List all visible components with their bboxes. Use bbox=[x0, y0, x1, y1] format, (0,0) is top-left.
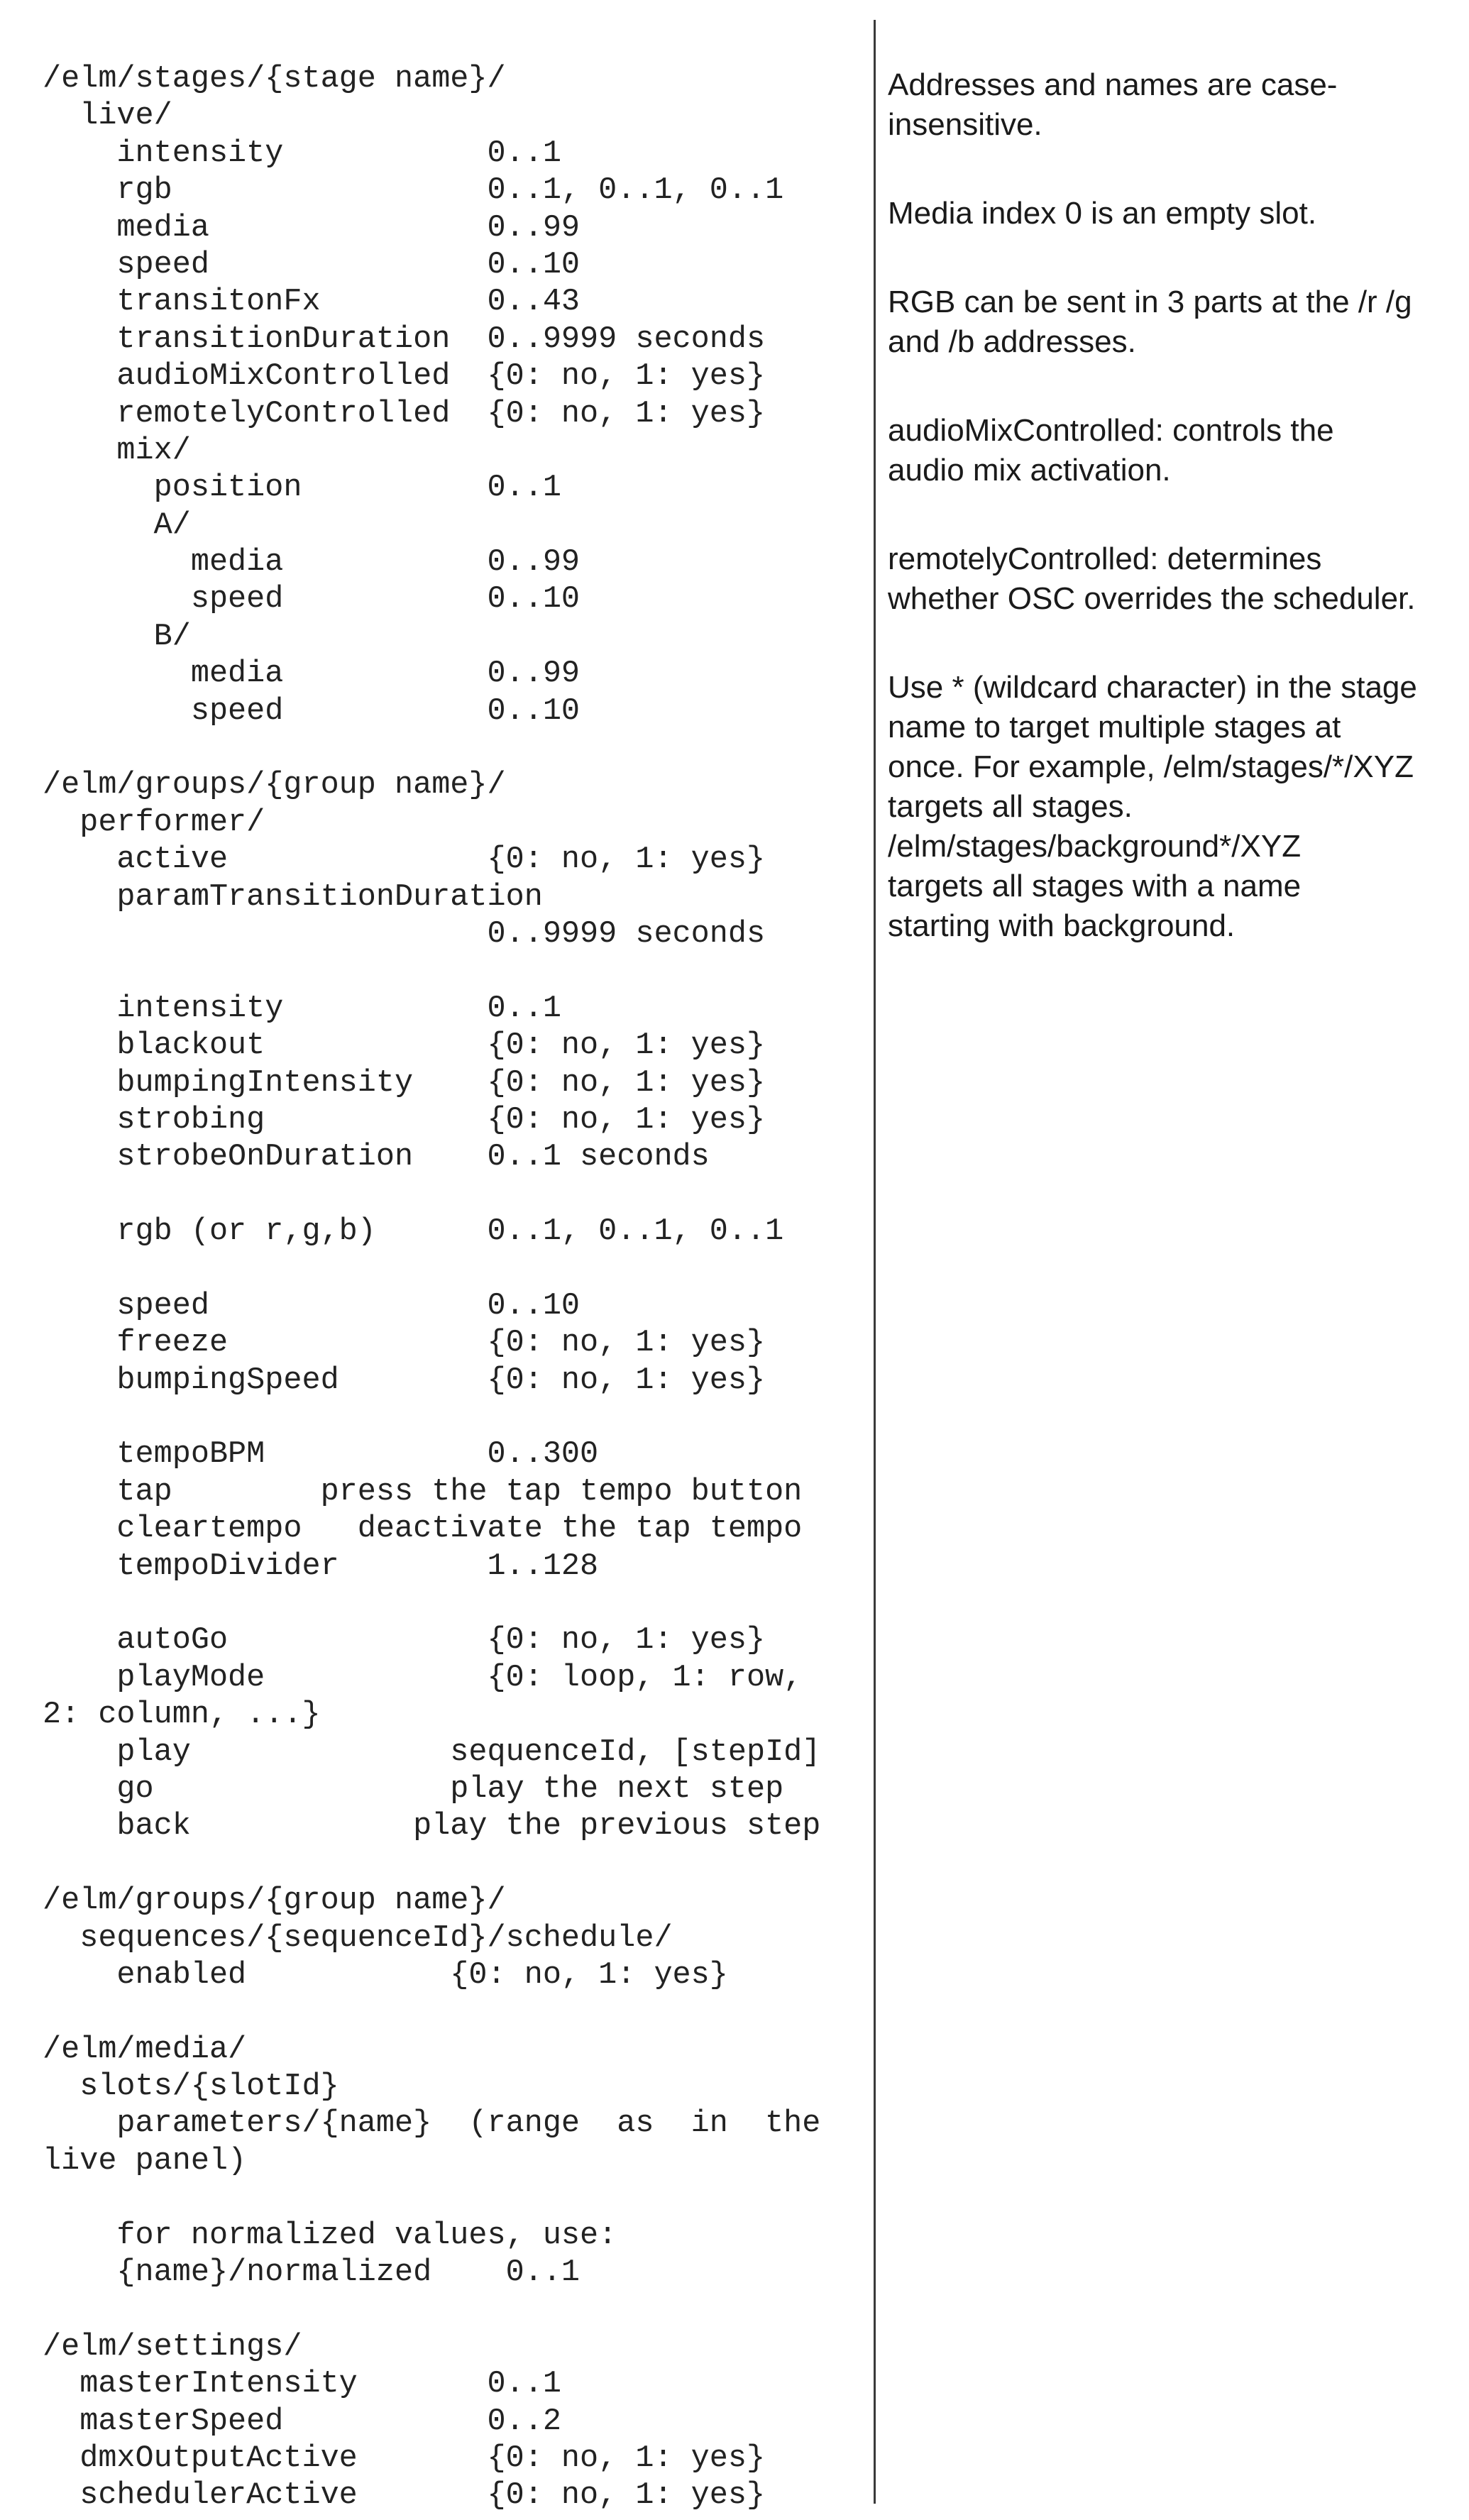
note-paragraph: audioMixControlled: controls the audio mix activation. bbox=[888, 413, 1334, 488]
code-line bbox=[43, 1177, 852, 1214]
code-line: speed 0..10 bbox=[43, 693, 581, 729]
note-paragraph: Media index 0 is an empty slot. bbox=[888, 196, 1317, 231]
code-line: remotelyControlled {0: no, 1: yes} bbox=[43, 396, 766, 431]
code-line bbox=[43, 2180, 852, 2217]
code-line: 2: column, ...} bbox=[43, 1698, 321, 1733]
code-line: schedulerActive {0: no, 1: yes} bbox=[43, 2478, 766, 2514]
osc-address-reference bbox=[43, 61, 852, 2515]
code-line: intensity 0..1 bbox=[43, 136, 561, 171]
code-line: tempoDivider 1..128 bbox=[43, 1548, 599, 1584]
code-line: mix/ bbox=[43, 433, 191, 468]
code-line: strobing {0: no, 1: yes} bbox=[43, 1102, 766, 1138]
code-line: masterSpeed 0..2 bbox=[43, 2404, 561, 2439]
code-line: A/ bbox=[43, 507, 191, 543]
notes-panel bbox=[888, 65, 1456, 995]
code-line: back play the previous step bbox=[43, 1809, 821, 1844]
code-line bbox=[43, 1585, 852, 1622]
code-line: for normalized values, use: bbox=[43, 2218, 617, 2253]
code-line: cleartempo deactivate the tap tempo bbox=[43, 1512, 803, 1547]
code-line: /elm/groups/{group name}/ bbox=[43, 1883, 506, 1919]
code-line: performer/ bbox=[43, 805, 265, 840]
code-line: intensity 0..1 bbox=[43, 991, 561, 1026]
note-paragraph: RGB can be sent in 3 parts at the /r /g and /b addresses. bbox=[888, 285, 1412, 359]
note-paragraph: remotelyControlled: determines whether OSC overrides the scheduler. bbox=[888, 541, 1416, 616]
code-line: active {0: no, 1: yes} bbox=[43, 842, 766, 878]
code-line: 0..9999 seconds bbox=[43, 916, 766, 952]
code-line: live panel) bbox=[43, 2143, 247, 2179]
code-line: transitonFx 0..43 bbox=[43, 285, 581, 320]
code-line: autoGo {0: no, 1: yes} bbox=[43, 1623, 766, 1658]
code-line: speed 0..10 bbox=[43, 582, 581, 617]
code-line: bumpingSpeed {0: no, 1: yes} bbox=[43, 1363, 766, 1398]
code-line: {name}/normalized 0..1 bbox=[43, 2255, 581, 2291]
code-line: sequences/{sequenceId}/schedule/ bbox=[43, 1920, 673, 1956]
code-line bbox=[43, 1846, 852, 1883]
code-line: masterIntensity 0..1 bbox=[43, 2367, 561, 2402]
code-line: go play the next step bbox=[43, 1771, 784, 1807]
code-line: /elm/groups/{group name}/ bbox=[43, 768, 506, 803]
code-line: enabled {0: no, 1: yes} bbox=[43, 1957, 728, 1993]
code-line: playMode {0: loop, 1: row, bbox=[43, 1660, 803, 1695]
code-line: media 0..99 bbox=[43, 210, 581, 246]
code-line: audioMixControlled {0: no, 1: yes} bbox=[43, 359, 766, 395]
code-line: media 0..99 bbox=[43, 545, 581, 581]
code-line: play sequenceId, [stepId] bbox=[43, 1734, 821, 1770]
code-line: media 0..99 bbox=[43, 656, 581, 692]
code-line bbox=[43, 953, 852, 990]
code-line: slots/{slotId} bbox=[43, 2069, 339, 2105]
code-line: transitionDuration 0..9999 seconds bbox=[43, 321, 766, 357]
code-line: dmxOutputActive {0: no, 1: yes} bbox=[43, 2441, 766, 2476]
code-line: /elm/settings/ bbox=[43, 2329, 302, 2365]
code-line: rgb 0..1, 0..1, 0..1 bbox=[43, 173, 784, 209]
code-line: tempoBPM 0..300 bbox=[43, 1437, 599, 1473]
code-line: /elm/media/ bbox=[43, 2032, 247, 2067]
code-line: blackout {0: no, 1: yes} bbox=[43, 1028, 766, 1064]
code-line: paramTransitionDuration bbox=[43, 879, 543, 915]
note-paragraph: Addresses and names are case- insensitive. bbox=[888, 67, 1338, 142]
code-line bbox=[43, 2291, 852, 2328]
code-line: bumpingIntensity {0: no, 1: yes} bbox=[43, 1065, 766, 1101]
code-line: parameters/{name} (range as in the bbox=[43, 2106, 821, 2142]
code-line: strobeOnDuration 0..1 seconds bbox=[43, 1140, 710, 1175]
column-divider bbox=[874, 20, 876, 2504]
code-line: B/ bbox=[43, 619, 191, 654]
code-line: rgb (or r,g,b) 0..1, 0..1, 0..1 bbox=[43, 1214, 784, 1250]
code-line bbox=[43, 1399, 852, 1436]
code-line: tap press the tap tempo button bbox=[43, 1474, 803, 1509]
code-line: freeze {0: no, 1: yes} bbox=[43, 1326, 766, 1361]
code-line: speed 0..10 bbox=[43, 1288, 581, 1324]
code-line bbox=[43, 1994, 852, 2031]
code-line bbox=[43, 730, 852, 767]
note-paragraph: Use * (wildcard character) in the stage name to target multiple stages at once. For example, /elm/stages/*/XYZ targets all stages. /elm/stages/background*/XYZ targets all stages with a name starting with background. bbox=[888, 670, 1417, 943]
code-line: position 0..1 bbox=[43, 471, 561, 506]
code-line: live/ bbox=[43, 99, 172, 134]
code-line: speed 0..10 bbox=[43, 247, 581, 282]
code-line bbox=[43, 1251, 852, 1288]
code-line: /elm/stages/{stage name}/ bbox=[43, 62, 506, 97]
